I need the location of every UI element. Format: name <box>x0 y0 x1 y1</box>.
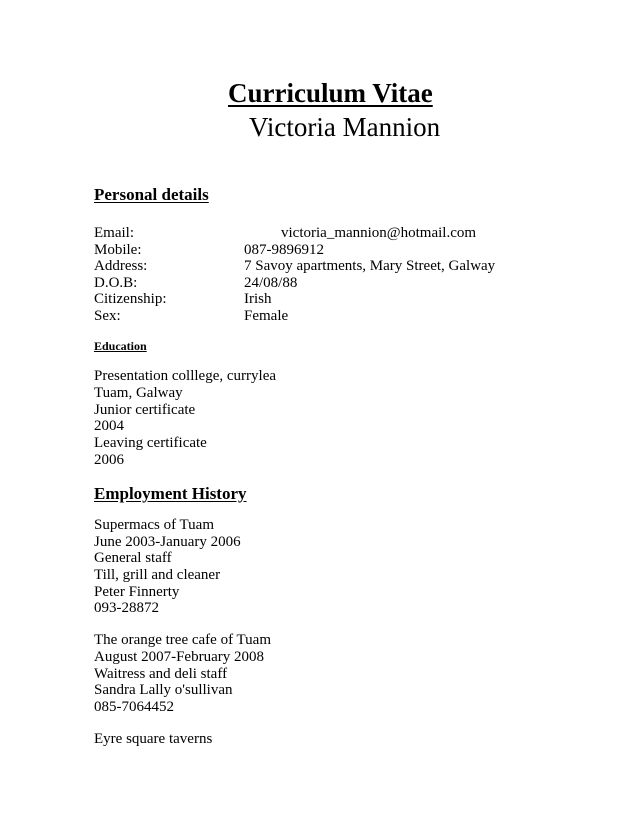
job-1-line: Till, grill and cleaner <box>94 567 221 583</box>
sex-label: Sex: <box>94 308 121 324</box>
address-value: 7 Savoy apartments, Mary Street, Galway <box>244 258 496 274</box>
dob-label: D.O.B: <box>94 275 138 291</box>
email-label: Email: <box>94 225 134 241</box>
employment-history-heading: Employment History <box>94 484 247 503</box>
citizenship-row <box>94 291 554 308</box>
job-1-line: General staff <box>94 550 172 566</box>
education-line: Tuam, Galway <box>94 385 183 401</box>
email-row <box>94 225 554 242</box>
address-row <box>94 258 554 275</box>
job-1-line: Supermacs of Tuam <box>94 517 214 533</box>
citizenship-value: Irish <box>244 291 272 307</box>
job-2-line: Sandra Lally o'sullivan <box>94 682 233 698</box>
job-3-line: Eyre square taverns <box>94 731 213 747</box>
job-2-line: 085-7064452 <box>94 699 174 715</box>
education-line: Junior certificate <box>94 402 196 418</box>
candidate-name: Victoria Mannion <box>249 112 441 142</box>
dob-row <box>94 275 554 292</box>
email-value: victoria_mannion@hotmail.com <box>281 225 477 241</box>
education-line: 2006 <box>94 452 124 468</box>
education-line: 2004 <box>94 418 124 434</box>
education-line: Presentation colllege, currylea <box>94 368 277 384</box>
personal-details-heading: Personal details <box>94 185 209 204</box>
job-1-line: Peter Finnerty <box>94 584 180 600</box>
job-2-line: August 2007-February 2008 <box>94 649 264 665</box>
education-line: Leaving certificate <box>94 435 207 451</box>
sex-value: Female <box>244 308 289 324</box>
education-heading: Education <box>94 339 147 353</box>
sex-row <box>94 308 554 325</box>
job-2-line: The orange tree cafe of Tuam <box>94 632 272 648</box>
job-1-line: 093-28872 <box>94 600 159 616</box>
job-1-line: June 2003-January 2006 <box>94 534 241 550</box>
citizenship-label: Citizenship: <box>94 291 167 307</box>
job-2-line: Waitress and deli staff <box>94 666 228 682</box>
mobile-label: Mobile: <box>94 242 142 258</box>
address-label: Address: <box>94 258 148 274</box>
mobile-row <box>94 242 554 259</box>
mobile-value: 087-9896912 <box>244 242 324 258</box>
document-title: Curriculum Vitae <box>228 78 433 108</box>
dob-value: 24/08/88 <box>244 275 298 291</box>
